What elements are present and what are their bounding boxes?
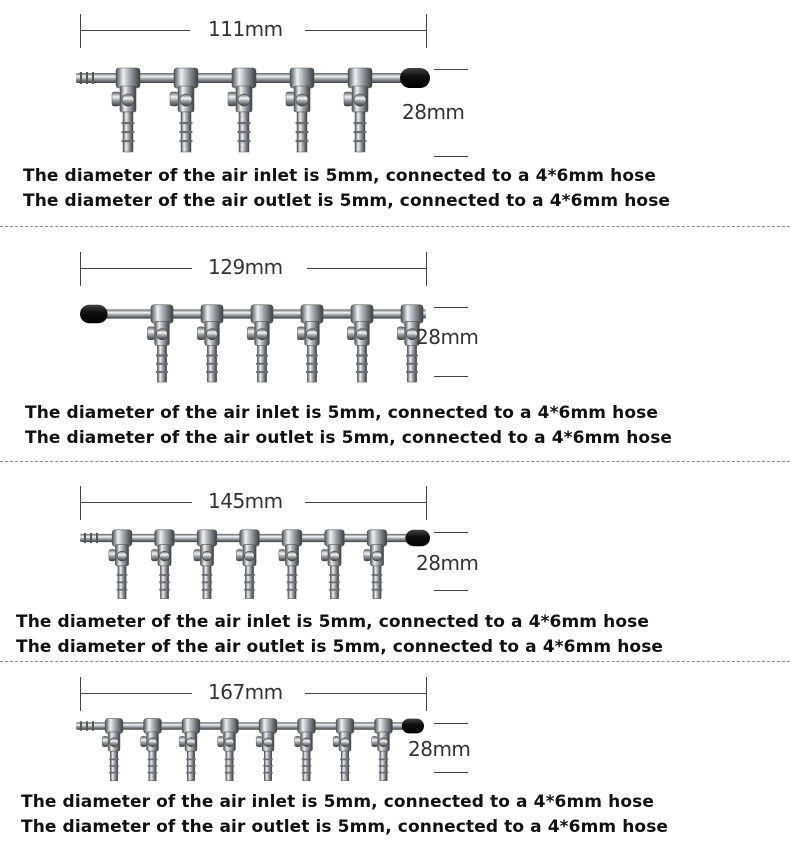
end-cap (405, 530, 430, 546)
length-label: 167mm (208, 680, 283, 704)
outlet-valve (347, 305, 373, 382)
height-tick-bottom (434, 156, 468, 157)
inlet-description: The diameter of the air inlet is 5mm, connected to a 4*6mm hose (23, 166, 656, 186)
end-cap (400, 68, 430, 88)
dimension-line-left (80, 268, 192, 269)
outlet-valve (179, 719, 200, 781)
barb-ridge (84, 533, 86, 543)
barb-ridge (92, 721, 94, 730)
manifold-valve-image (70, 298, 440, 388)
dimension-line-right (305, 693, 426, 694)
outlet-description: The diameter of the air outlet is 5mm, connected to a 4*6mm hose (21, 817, 669, 837)
outlet-valve (256, 719, 277, 781)
dimension-tick-right (426, 677, 427, 711)
height-label: 28mm (416, 325, 479, 349)
outlet-description: The diameter of the air outlet is 5mm, connected to a 4*6mm hose (23, 191, 671, 211)
barb-ridge (90, 533, 92, 543)
outlet-valve (228, 68, 256, 152)
outlet-valve (141, 719, 162, 781)
length-label: 145mm (208, 489, 283, 513)
height-label: 28mm (416, 551, 479, 575)
barb-ridge (86, 721, 88, 730)
outlet-valve (102, 719, 123, 781)
dimension-line-right (307, 268, 426, 269)
height-tick-top (434, 723, 468, 724)
outlet-valve (372, 719, 393, 781)
inlet-description: The diameter of the air inlet is 5mm, connected to a 4*6mm hose (25, 403, 658, 423)
panel-divider (0, 461, 790, 462)
manifold-valve-image (70, 712, 440, 787)
outlet-valve (112, 68, 140, 152)
barb-ridge (86, 72, 88, 84)
outlet-valve (197, 305, 223, 382)
dimension-line-left (80, 30, 190, 31)
outlet-valve (247, 305, 273, 382)
outlet-valve (286, 68, 314, 152)
inlet-description: The diameter of the air inlet is 5mm, connected to a 4*6mm hose (16, 612, 649, 632)
dimension-tick-left (80, 486, 81, 520)
barb-ridge (80, 72, 82, 84)
outlet-description: The diameter of the air outlet is 5mm, connected to a 4*6mm hose (16, 637, 664, 657)
height-tick-top (434, 532, 468, 533)
outlet-valve (321, 530, 344, 599)
dimension-tick-left (80, 14, 81, 48)
manifold-tube (76, 722, 420, 729)
height-tick-top (434, 307, 468, 308)
manifold-valve-image (70, 524, 440, 604)
dimension-line-left (80, 693, 192, 694)
dimension-line-right (305, 502, 426, 503)
dimension-line-left (80, 502, 192, 503)
dimension-tick-right (426, 252, 427, 286)
length-label: 111mm (208, 17, 283, 41)
panel-divider (0, 226, 790, 227)
dimension-tick-right (426, 14, 427, 48)
barb-ridge (96, 533, 98, 543)
dimension-tick-left (80, 677, 81, 711)
height-label: 28mm (408, 737, 471, 761)
height-label: 28mm (402, 100, 465, 124)
outlet-valve (194, 530, 217, 599)
outlet-valve (236, 530, 259, 599)
outlet-valve (151, 530, 174, 599)
panel-divider (0, 661, 790, 662)
outlet-valve (297, 305, 323, 382)
end-cap (402, 719, 424, 734)
height-tick-bottom (434, 590, 468, 591)
barb-ridge (80, 721, 82, 730)
outlet-valve (279, 530, 302, 599)
length-label: 129mm (208, 255, 283, 279)
inlet-description: The diameter of the air inlet is 5mm, connected to a 4*6mm hose (21, 792, 654, 812)
height-tick-top (434, 69, 468, 70)
dimension-tick-left (80, 252, 81, 286)
dimension-line-right (305, 30, 426, 31)
outlet-valve (218, 719, 239, 781)
outlet-valve (295, 719, 316, 781)
outlet-valve (333, 719, 354, 781)
end-cap (80, 305, 108, 323)
dimension-tick-right (426, 486, 427, 520)
height-tick-bottom (434, 772, 468, 773)
height-tick-bottom (434, 376, 468, 377)
outlet-valve (364, 530, 387, 599)
manifold-valve-image (70, 62, 440, 162)
outlet-valve (109, 530, 132, 599)
outlet-valve (170, 68, 198, 152)
outlet-valve (147, 305, 173, 382)
barb-ridge (92, 72, 94, 84)
outlet-description: The diameter of the air outlet is 5mm, connected to a 4*6mm hose (25, 428, 673, 448)
outlet-valve (344, 68, 372, 152)
